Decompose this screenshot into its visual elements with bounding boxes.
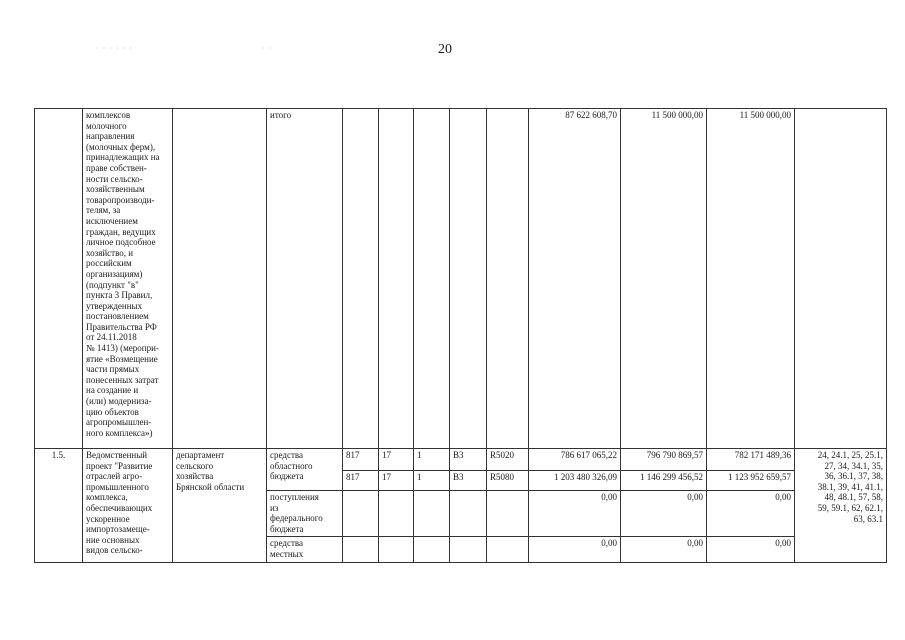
cell-rz: 17 bbox=[379, 471, 414, 491]
cell-code bbox=[487, 109, 529, 449]
table-row bbox=[35, 449, 887, 471]
cell-pr bbox=[414, 109, 450, 449]
cell-rz bbox=[379, 109, 414, 449]
cell-sum-3: 0,00 bbox=[707, 491, 795, 537]
cell-indicators: 24, 24.1, 25, 25.1, 27, 34, 34.1, 35, 36, 36.1, 37, 38, 38.1, 39, 41, 41.1, 48, 48.1, 57, 58, 59, 59.1, 62, 62.1, 63, 63.1 bbox=[795, 449, 887, 563]
cell-sum-1: 87 622 608,70 bbox=[529, 109, 621, 449]
cell-sum-2: 0,00 bbox=[621, 537, 707, 563]
cell-grbs bbox=[343, 109, 379, 449]
cell-grbs: 817 bbox=[343, 449, 379, 471]
cell-code: R5020 bbox=[487, 449, 529, 471]
cell-code: R5080 bbox=[487, 471, 529, 491]
cell-grbs bbox=[343, 537, 379, 563]
cell-sum-1: 1 203 480 326,09 bbox=[529, 471, 621, 491]
cell-executor: департамент сельского хозяйства Брянской области bbox=[173, 449, 267, 563]
cell-pr: 1 bbox=[414, 471, 450, 491]
scan-artifact: · · bbox=[262, 44, 273, 53]
cell-rz bbox=[379, 491, 414, 537]
cell-sum-2: 796 790 869,57 bbox=[621, 449, 707, 471]
cell-sum-3: 0,00 bbox=[707, 537, 795, 563]
cell-pr bbox=[414, 491, 450, 537]
cell-description: Ведомственный проект "Развитие отраслей агро- промышленного комплекса, обеспечивающих ускоренное импортозамеще- ние основных видов сельско- bbox=[83, 449, 173, 563]
cell-pr bbox=[414, 537, 450, 563]
cell-cs: В3 bbox=[450, 471, 487, 491]
cell-sum-2: 11 500 000,00 bbox=[621, 109, 707, 449]
cell-cs bbox=[450, 537, 487, 563]
cell-source: средства местных bbox=[267, 537, 343, 563]
table-row bbox=[35, 109, 887, 449]
cell-code bbox=[487, 491, 529, 537]
cell-sum-1: 786 617 065,22 bbox=[529, 449, 621, 471]
cell-rz bbox=[379, 537, 414, 563]
cell-code bbox=[487, 537, 529, 563]
cell-pr: 1 bbox=[414, 449, 450, 471]
cell-source: средства областного бюджета bbox=[267, 449, 343, 491]
cell-cs bbox=[450, 109, 487, 449]
cell-source: поступления из федерального бюджета bbox=[267, 491, 343, 537]
cell-sum-3: 11 500 000,00 bbox=[707, 109, 795, 449]
cell-rz: 17 bbox=[379, 449, 414, 471]
cell-source: итого bbox=[267, 109, 343, 449]
cell-sum-2: 1 146 299 456,52 bbox=[621, 471, 707, 491]
cell-cs bbox=[450, 491, 487, 537]
cell-grbs bbox=[343, 491, 379, 537]
cell-grbs: 817 bbox=[343, 471, 379, 491]
cell-sum-3: 1 123 952 659,57 bbox=[707, 471, 795, 491]
cell-sum-2: 0,00 bbox=[621, 491, 707, 537]
cell-cs: В3 bbox=[450, 449, 487, 471]
scan-artifact: · · · · · · bbox=[96, 44, 133, 53]
cell-sum-3: 782 171 489,36 bbox=[707, 449, 795, 471]
cell-number: 1.5. bbox=[35, 449, 83, 563]
cell-executor bbox=[173, 109, 267, 449]
program-funding-table bbox=[34, 108, 887, 563]
cell-number bbox=[35, 109, 83, 449]
page-number: 20 bbox=[438, 42, 452, 57]
cell-sum-1: 0,00 bbox=[529, 537, 621, 563]
cell-indicators bbox=[795, 109, 887, 449]
cell-sum-1: 0,00 bbox=[529, 491, 621, 537]
cell-description: комплексов молочного направления (молочных ферм), принадлежащих на праве собствен- ности сельско- хозяйственным товаропроизводи- телям, за исключением граждан, ведущих личное подсобное хозяйство, и российским организациям) (подпункт "в" пункта 3 Правил, утвержденных постановлением Правительства РФ от 24.11.2018 № 1413) (меропри- ятие «Возмещение части прямых понесенных затрат на создание и (или) модерниза- цию объектов агропромышлен- ного комплекса») bbox=[83, 109, 173, 449]
